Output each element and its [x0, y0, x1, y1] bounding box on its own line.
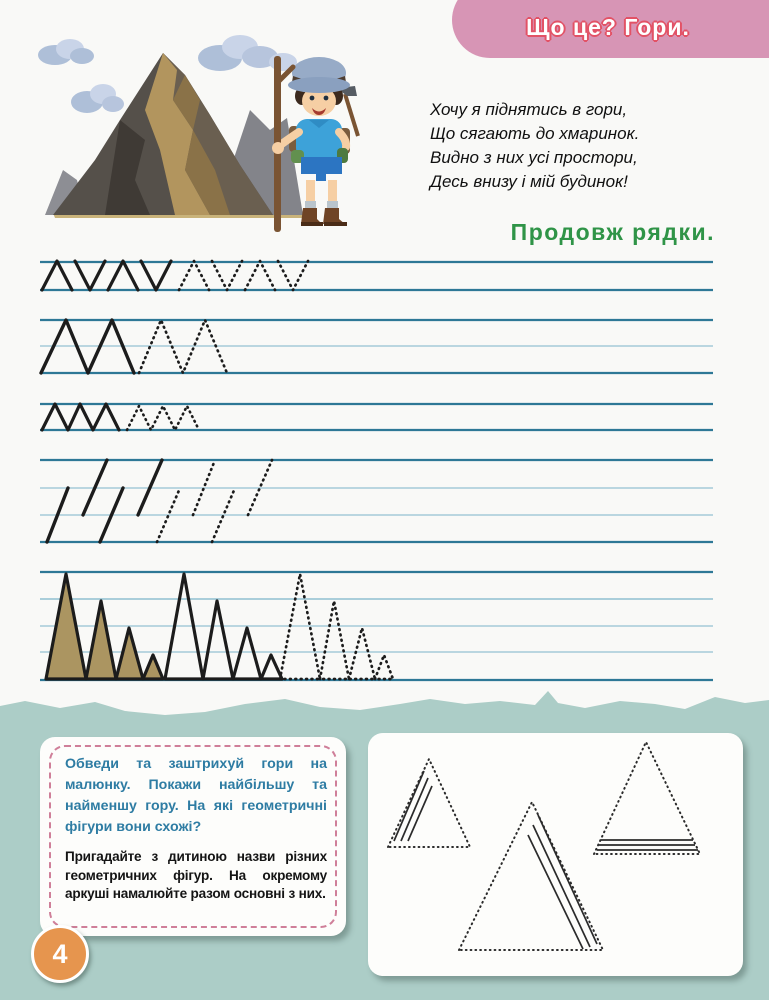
mountain-hiker-illustration: [25, 30, 395, 240]
practice-rows: [0, 255, 769, 695]
section-heading: Продовж рядки.: [510, 219, 715, 245]
triangles-to-trace[interactable]: [368, 733, 743, 976]
row-zigzag[interactable]: [42, 404, 199, 430]
triangle-tracing-card: [368, 733, 743, 976]
page-title: Що це? Гори.: [526, 14, 690, 40]
row-chevrons[interactable]: [42, 261, 308, 290]
ruled-lines: [40, 262, 713, 680]
row-slashes[interactable]: [47, 460, 272, 542]
instruction-card: [40, 737, 346, 936]
page-number: 4: [52, 938, 68, 969]
poem-line: Хочу я піднятись в гори,: [430, 100, 628, 119]
medium-triangle: [594, 742, 700, 854]
task-text: Обведи та заштрихуй гори на малюнку. Покажи найбільшу та найменшу гору. На які геометричні фігури вони схожі?: [65, 756, 327, 835]
small-triangle: [388, 759, 470, 847]
poem-line: Десь внизу і мій будинок!: [430, 172, 628, 191]
poem-line: Видно з них усі простори,: [430, 148, 638, 167]
page-number-badge: [31, 925, 89, 983]
poem: [430, 98, 639, 194]
parent-note-text: Пригадайте з дитиною назви різних геометричних фігур. На окремому аркуші намалюйте разом основні з них.: [65, 849, 327, 901]
bottom-section: [0, 688, 769, 1000]
mountain-icon: [53, 53, 273, 215]
title-badge: [452, 0, 769, 58]
poem-line: Що сягають до хмаринок.: [430, 124, 640, 143]
